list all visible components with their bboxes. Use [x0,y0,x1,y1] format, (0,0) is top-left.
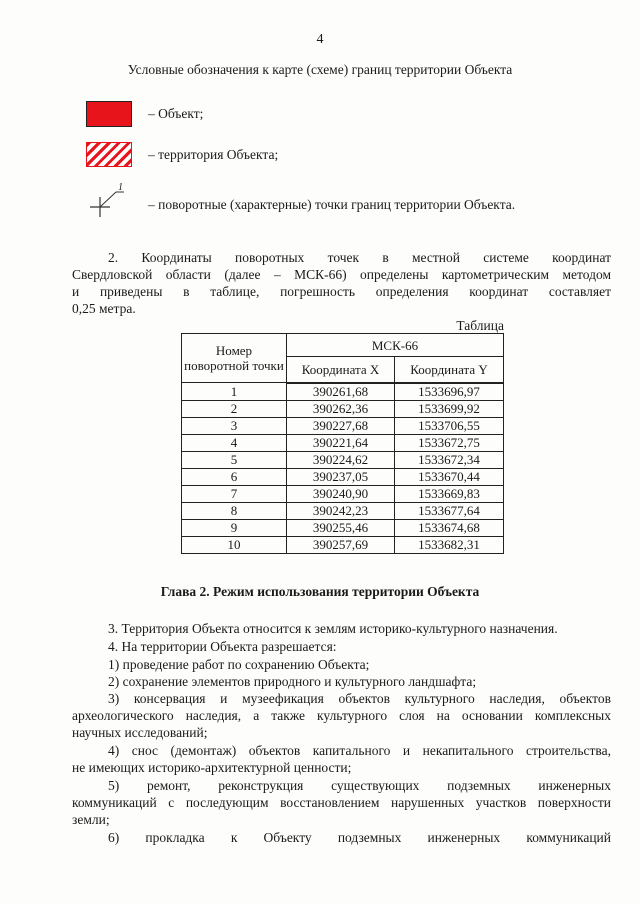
coordinate-x: 390237,05 [287,468,395,485]
coordinate-y: 1533682,31 [395,536,504,553]
list-item-1: 1) проведение работ по сохранению Объекта; [108,657,370,672]
paragraph-2-line-4: 0,25 метра. [72,301,136,316]
list-item-3-line-2: археологического наследия, а также культурного слоя на основании комплексных [72,708,611,723]
point-number: 7 [182,485,287,502]
table-row [182,434,504,451]
turning-point-marker-number: 1 [118,182,123,193]
table-row [182,485,504,502]
coordinate-x: 390261,68 [287,383,395,401]
coordinates-table [181,333,504,554]
point-number: 10 [182,536,287,553]
table-caption: Таблица [456,318,504,333]
point-number: 3 [182,417,287,434]
point-number: 5 [182,451,287,468]
coordinate-y: 1533677,64 [395,502,504,519]
coordinate-x: 390221,64 [287,434,395,451]
legend-label-object: – Объект; [148,106,204,121]
point-number: 2 [182,400,287,417]
table-row [182,502,504,519]
chapter-title: Глава 2. Режим использования территории Объекта [160,584,480,599]
coordinate-x: 390242,23 [287,502,395,519]
paragraph-2-line-3: и приведены в таблице, погрешность определения координат составляет [72,284,611,299]
coordinate-y: 1533706,55 [395,417,504,434]
coordinate-y: 1533670,44 [395,468,504,485]
coordinate-y: 1533699,92 [395,400,504,417]
header-coordinate-y: Координата Y [395,357,504,383]
coordinate-y: 1533669,83 [395,485,504,502]
coordinate-x: 390227,68 [287,417,395,434]
list-item-2: 2) сохранение элементов природного и культурного ландшафта; [108,674,477,689]
coordinate-x: 390257,69 [287,536,395,553]
legend-label-turning-points: – поворотные (характерные) точки границ территории Объекта. [148,197,516,212]
legend-title: Условные обозначения к карте (схеме) границ территории Объекта [127,62,513,77]
point-number: 9 [182,519,287,536]
table-row [182,417,504,434]
paragraph-4: 4. На территории Объекта разрешается: [108,639,337,654]
point-number: 4 [182,434,287,451]
coordinate-y: 1533672,34 [395,451,504,468]
table-row [182,468,504,485]
point-number: 8 [182,502,287,519]
legend-symbol-object [86,101,132,127]
table-row [182,451,504,468]
coordinate-x: 390240,90 [287,485,395,502]
paragraph-2-line-1: 2. Координаты поворотных точек в местной системе координат [108,250,611,265]
list-item-4-line-1: 4) снос (демонтаж) объектов капитального и некапитального строительства, [108,743,611,758]
coordinate-y: 1533672,75 [395,434,504,451]
list-item-3-line-3: научных исследований; [72,725,208,740]
coordinate-x: 390224,62 [287,451,395,468]
point-number: 6 [182,468,287,485]
table-row [182,383,504,401]
coordinate-y: 1533674,68 [395,519,504,536]
list-item-6-line-1: 6) прокладка к Объекту подземных инженерных коммуникаций [108,830,611,845]
list-item-5-line-2: коммуникаций с последующим восстановлением нарушенных участков поверхности [72,795,611,810]
legend-symbol-territory [86,142,132,167]
coordinate-y: 1533696,97 [395,383,504,401]
header-point-number: Номер поворотной точки [182,334,287,383]
list-item-5-line-3: земли; [72,812,110,827]
coordinate-x: 390255,46 [287,519,395,536]
point-number: 1 [182,383,287,401]
list-item-3-line-1: 3) консервация и музеефикация объектов культурного наследия, объектов [108,691,611,706]
table-row [182,400,504,417]
table-row [182,536,504,553]
paragraph-2-line-2: Свердловской области (далее – МСК-66) определены картометрическим методом [72,267,611,282]
header-coordinate-x: Координата X [287,357,395,383]
legend-label-territory: – территория Объекта; [148,147,279,162]
coordinate-x: 390262,36 [287,400,395,417]
list-item-4-line-2: не имеющих историко-архитектурной ценности; [72,760,352,775]
header-msk66: МСК-66 [287,334,504,357]
turning-point-marker-icon [84,180,134,220]
page-number: 4 [316,32,324,47]
paragraph-3: 3. Территория Объекта относится к землям историко-культурного назначения. [108,621,558,636]
table-row [182,519,504,536]
list-item-5-line-1: 5) ремонт, реконструкция существующих подземных инженерных [108,778,611,793]
